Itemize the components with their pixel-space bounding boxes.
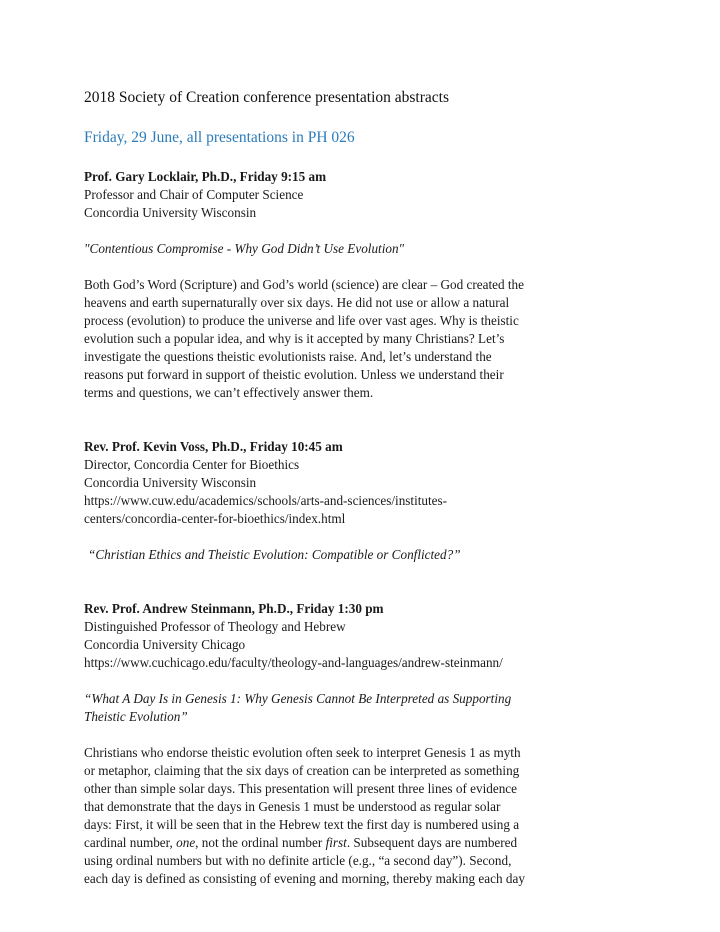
affiliation-line: Distinguished Professor of Theology and Hebrew [84,619,346,634]
abstract [84,276,644,402]
abstract-line: investigate the questions theistic evolutionists raise. And, let’s understand the [84,349,492,364]
presentation-steinmann [84,600,644,888]
presentation-voss [84,438,644,564]
affiliation-url[interactable]: https://www.cuchicago.edu/faculty/theology-and-languages/andrew-steinmann/ [84,655,503,670]
talk-title [84,690,644,726]
talk-title-line: “What A Day Is in Genesis 1: Why Genesis Cannot Be Interpreted as Supporting [84,691,512,706]
abstract-line: using ordinal numbers but with no definite article (e.g., “a second day”). Second, [84,853,512,868]
abstract-line: Christians who endorse theistic evolution often seek to interpret Genesis 1 as myth [84,745,521,760]
abstract-emphasis: first [325,835,347,850]
abstract-line: heavens and earth supernaturally over six days. He did not use or allow a natural [84,295,510,310]
affiliation-line: Concordia University Chicago [84,637,246,652]
presentation-locklair [84,168,644,402]
abstract-line: other than simple solar days. This presentation will present three lines of evidence [84,781,517,796]
document-title: 2018 Society of Creation conference presentation abstracts [84,89,449,106]
affiliation-line: Concordia University Wisconsin [84,475,257,490]
abstract-emphasis: one [176,835,196,850]
talk-title: “Christian Ethics and Theistic Evolution: Compatible or Conflicted?” [88,547,461,562]
speaker-name: Prof. Gary Locklair, Ph.D., Friday 9:15 am [84,169,327,184]
talk-title: "Contentious Compromise - Why God Didn’t Use Evolution" [84,241,405,256]
abstract-line: that demonstrate that the days in Genesis 1 must be understood as regular solar [84,799,501,814]
talk-title-line: Theistic Evolution” [84,709,188,724]
abstract-line [84,834,644,852]
speaker-name: Rev. Prof. Kevin Voss, Ph.D., Friday 10:45 am [84,439,343,454]
abstract-text: . Subsequent days are numbered [346,835,518,850]
abstract-line: process (evolution) to produce the universe and life over vast ages. Why is theistic [84,313,519,328]
affiliation-line: Concordia University Wisconsin [84,205,257,220]
abstract-line: Both God’s Word (Scripture) and God’s world (science) are clear – God created the [84,277,524,292]
abstract-line: evolution such a popular idea, and why is it accepted by many Christians? Let’s [84,331,505,346]
document-content [84,88,644,888]
date-heading: Friday, 29 June, all presentations in PH 026 [84,129,355,146]
abstract-text: cardinal number, [84,835,177,850]
abstract-line: or metaphor, claiming that the six days of creation can be interpreted as something [84,763,520,778]
affiliation-url[interactable]: https://www.cuw.edu/academics/schools/arts-and-sciences/institutes- [84,493,448,508]
abstract-line: terms and questions, we can’t effectively answer them. [84,385,374,400]
affiliation-line: Director, Concordia Center for Bioethics [84,457,300,472]
affiliation-url[interactable]: centers/concordia-center-for-bioethics/index.html [84,511,346,526]
abstract-line: reasons put forward in support of theistic evolution. Unless we understand their [84,367,504,382]
speaker-name: Rev. Prof. Andrew Steinmann, Ph.D., Friday 1:30 pm [84,601,384,616]
abstract-line: each day is defined as consisting of evening and morning, thereby making each day [84,871,525,886]
affiliation-line: Professor and Chair of Computer Science [84,187,304,202]
abstract-line: days: First, it will be seen that in the Hebrew text the first day is numbered using a [84,817,520,832]
abstract [84,744,644,888]
abstract-text: , not the ordinal number [195,835,326,850]
